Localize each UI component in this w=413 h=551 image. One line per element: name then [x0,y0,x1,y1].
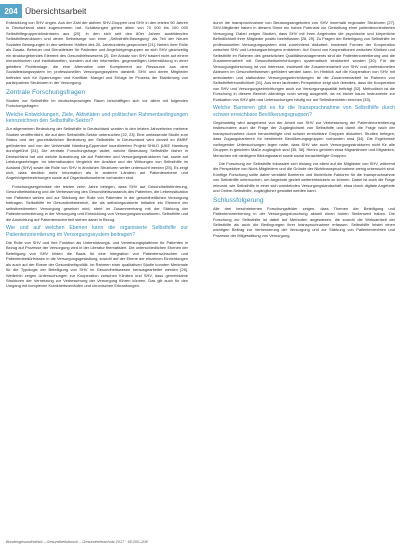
running-head: Übersichtsarbeit [25,6,87,16]
body-paragraph: Die Rolle von SHV und ihre Funktion als Unterstützungs- und Vernetzungsplattform für Patienten in Bezug auf Prozesse der Versorgung wird in der Literatur thematisiert. Die unterschiedlichen Ebenen der Beteiligung von SHV bilden die Basis für eine Integration von Patientenwünschen und Patientenbedürfnissen in die Versorgungsgestaltung, sowohl auf der Ebene der einzelnen Einrichtungen als auch auf der Ebene der Gesundheitspolitik. Im Rahmen einer qualitativen Studie konnten Merkmale für die Typologie der Beteiligung von SHV im Gesundheitswesen herausgearbeitet werden [26]. Weiterhin zeigen Untersuchungen zur Kooperation zwischen Kliniken und SHV, dass gemeinsame Strukturen der Vernetzung zur Verbesserung der Versorgung führen können. Das gilt auch für den Umgang mit komplexen Krankheitsverläufen und chronischen Erkrankungen. [6,239,188,289]
question-heading-1: Welche Entwicklungen, Ziele, Aktivitäten und politischen Rahmenbedingungen kennzeichnen den Selbsthilfe-Sektor? [6,111,188,125]
body-paragraph: durch die Inanspruchnahme von Beratungsangeboten von SHV innerhalb regionaler Strukturen [27]. SHV-Mitglieder haben in diesem Sinne ein hohes Potenzial zur Gestaltung einer patientenorientierten Versorgung. Dabei zeigen Studien, dass SHV mit ihren Angeboten die psychische und körperliche Befindlichkeit ihrer Mitglieder positiv beeinflussen [28, 29]. Zu Fragen der Beteiligung von Selbsthilfe im professionellen Versorgungssystem wird zunehmend diskutiert, inwieweit Formen der Kooperation zwischen SHV und Leistungserbringern entstehen. Auf Grund von Kooperationen zwischen Kliniken und Selbsthilfe im Rahmen des gesetzlichen Qualitätsmanagements sind die Patientenorientierung und die Zusammenarbeit mit Gesundheitseinrichtungen systematisch strukturiert worden [30]. Für die Versorgungsforschung ist von Interesse, inwieweit die Zusammenarbeit von SHV und professionellen Akteuren im Gesundheitswesen gefördert werden kann. Im Hinblick auf die Kooperation von SHV mit ambulanten und stationären Versorgungseinrichtungen ist die Zusammenarbeit im Rahmen von Selbsthilfefreundlichkeit [31]. Aus einer laufenden Perspektive zeigt sich überdies, dass die Kooperation von SHV und Versorgungseinrichtungen auch zur Versorgungsqualität beiträgt [32]. Methodisch ist die Forschung in diesem Bereich allerdings noch wenig ausgereift, da es bisher kaum Instrumente zur Evaluation von SHV gibt und Untersuchungen häufig nur auf Selbstberichten beruhen [33]. [213,20,395,102]
page-number-badge: 204 [0,4,22,18]
left-column [6,20,188,532]
footer-citation: Bundesgesundheitsbl – Gesundheitsforsch – Gesundheitsschutz 2017 · 60:200–208 [6,540,148,544]
body-paragraph: Zur allgemeinen Bedeutung der Selbsthilfe in Deutschland wurden in den letzten Jahrzehnten mehrere Studien veröffentlicht, die auf dem Selbsthilfe-Sektor untersuchen [22, 23]. Eine umfassende Studie zum Status und der grundsätzlichen Bedeutung der Selbsthilfe in Deutschland wird derzeit im BMBF geförderten und von der Universität Hamburg-Eppendorf koordinierten Projekt SHILD (UKE Hamburg durchgeführt [24]. Die zentrale Forschungsfrage lautet, welche Bedeutung Selbsthilfe bisher in Deutschland hat und welche Auswirkung sie auf Patienten und Versorgungsstrukturen hat, sowie auf Leistungserbringer. Im internationalen Vergleich der Ansätze und der Wirkungen von Selbsthilfe im Ausland (SHV) sowie die Rolle von SHV in ähnlichen Strukturen weiter untersucht werden [25]. Es zeigt sich, dass deutlich mehr Information als in anderen Ländern auf Patientenebene und Angehörigenbeziehungen sowie auf Organisationsebene vorhanden sind. [6,126,188,181]
body-paragraph: Forschungsergebnisse der letzten zehn Jahre belegen, dass SHV auf Gesundheitsförderung, Gesundheitsbildung und die Verbesserung des Gesundheitszustands des Patienten, die Lebenssituation von Patienten wirken und zur Stärkung der Rolle von Patienten in der gesundheitlichen Versorgung beitragen. Selbsthilfe im Gesundheitsbereich, die als selbstorganisierte Initiative ein Element der selbstbestimmten Versorgung gesehen wird, steht im Zusammenhang mit der Stärkung der Patientenorientierung in der Versorgung und Entwicklung von Versorgungsinnovationen. Selbsthilfe und die Ausrichtung auf Patientensicherheit stehen dabei in Bezug. [6,183,188,222]
section-heading-research: Zentrale Forschungsfragen [6,88,86,96]
body-paragraph: Entwicklung von SHV ungen. Aus der Zahl der aktiven SHV-Gruppen und SHV in den letzten 50 Jahren in Deutschland stark zugenommen hat. Schätzungen gehen allein von 70 000 bis 100 000 Selbsthilfegruppenbündnissen aus [20]. In den sich seit den 80er Jahren ausbildenden Selbsthilfestrukturen und deren Selbstsorge von einer „Selbsthilfe-Bewegung“ als Teil der Neuen Sozialen Bewegungen in den weiteren Hälften des 20. Jahrhunderts gesprochen [21]. Neben ihrer Rolle als Zusatz- Betreuer und Dienstleister für Patienten und Angehörigengruppen an sich SHV gleichzeitig ein strukturgebendes Element des Gesundheitswesens [2]. Der Ansatz von SHV basiert nicht auf einem hierarchischen und institutionellen, sondern auf der informellen, gegenseitigen Unterstützung in einer geteilten Problemlage, die eine Alternative oder Komplement zur Ressource aus dem Sozialleistungssystem im professionellen Versorgungssystem darstellt. SHV und deren Mitglieder befinden sich für Spannungen und Konflikte. Mangel und Erfolge im Prozess der Etablierung von partizipativen Strukturen in der Versorgung. [6,20,188,86]
body-paragraph: Gegenwärtig wird ausgehend von der Arbeit von SHV zur Verbesserung der Patientenorientierung insbesondere auch die Frage der Zugänglichkeit von Selbsthilfe und damit die Frage nach der Inanspruchnahme durch benachteiligte und schwer erreichbare Gruppen diskutiert. Studien belegen, dass Zugangsbarrieren für bestimmte Bevölkerungsgruppen vorhanden sind [34]. Die Ergebnisse vorliegender Untersuchungen legen nahe, dass SHV wie auch Versorgungsstrukturen nicht für alle Gruppen in gleichem Maße zugänglich sind [35, 36]. Hierzu gehören etwa Migrantinnen und Migranten, Menschen mit niedrigem Bildungsstand sowie sozial benachteiligte Gruppen. [213,119,395,158]
body-paragraph: Studien zur Selbsthilfe im deutschsprachigen Raum beschäftigen sich vor allem mit folgenden Forschungsfragen: [6,97,188,109]
section-heading-conclusion: Schlussfolgerung [213,196,264,204]
question-heading-3: Welche Barrieren gibt es für die Inanspruchnahme von Selbsthilfe durch schwer erreichbare Bevölkerungsgruppen? [213,105,395,118]
body-paragraph: Die Forschung zur Selbsthilfe fokussiert sich bislang vor allem auf die Mitglieder von SHV, während die Perspektive von Nicht-Mitgliedern und die Gründe der Nichtinanspruchnahme wenig untersucht sind. Künftige Forschung sollte daher verstärkt Barrieren und förderliche Faktoren für die Inanspruchnahme von Selbsthilfe untersuchen, um Angebote gezielt weiterentwickeln zu können. Dabei ist auch die Frage relevant, wie Selbsthilfe in einer sich wandelnden Versorgungslandschaft, etwa durch digitale Angebote und Online-Selbsthilfe, zugänglicher gestaltet werden kann. [213,160,395,194]
body-paragraph: Alle drei beschriebenen Forschungsfelder zeigen, dass Themen der Beteiligung und Patientenorientierung in der Versorgungsforschung aktuell einen hohen Stellenwert haben. Die Forschung zur Selbsthilfe ist dabei auf Methoden angewiesen, die sowohl die Wirksamkeit der Selbsthilfe als auch die Bedingungen ihrer Inanspruchnahme erfassen. Selbsthilfe leistet einen wichtigen Beitrag zur Verbesserung der Versorgung und zur Stärkung von Patientenrechten und Prozesse der Mitgestaltung von Versorgung. [213,205,395,238]
right-column [213,20,395,532]
question-heading-2: Wie und auf welchen Ebenen kann die organisierte Selbsthilfe zur Patientenorientierung im Versorgungssystem beitragen? [6,225,188,238]
